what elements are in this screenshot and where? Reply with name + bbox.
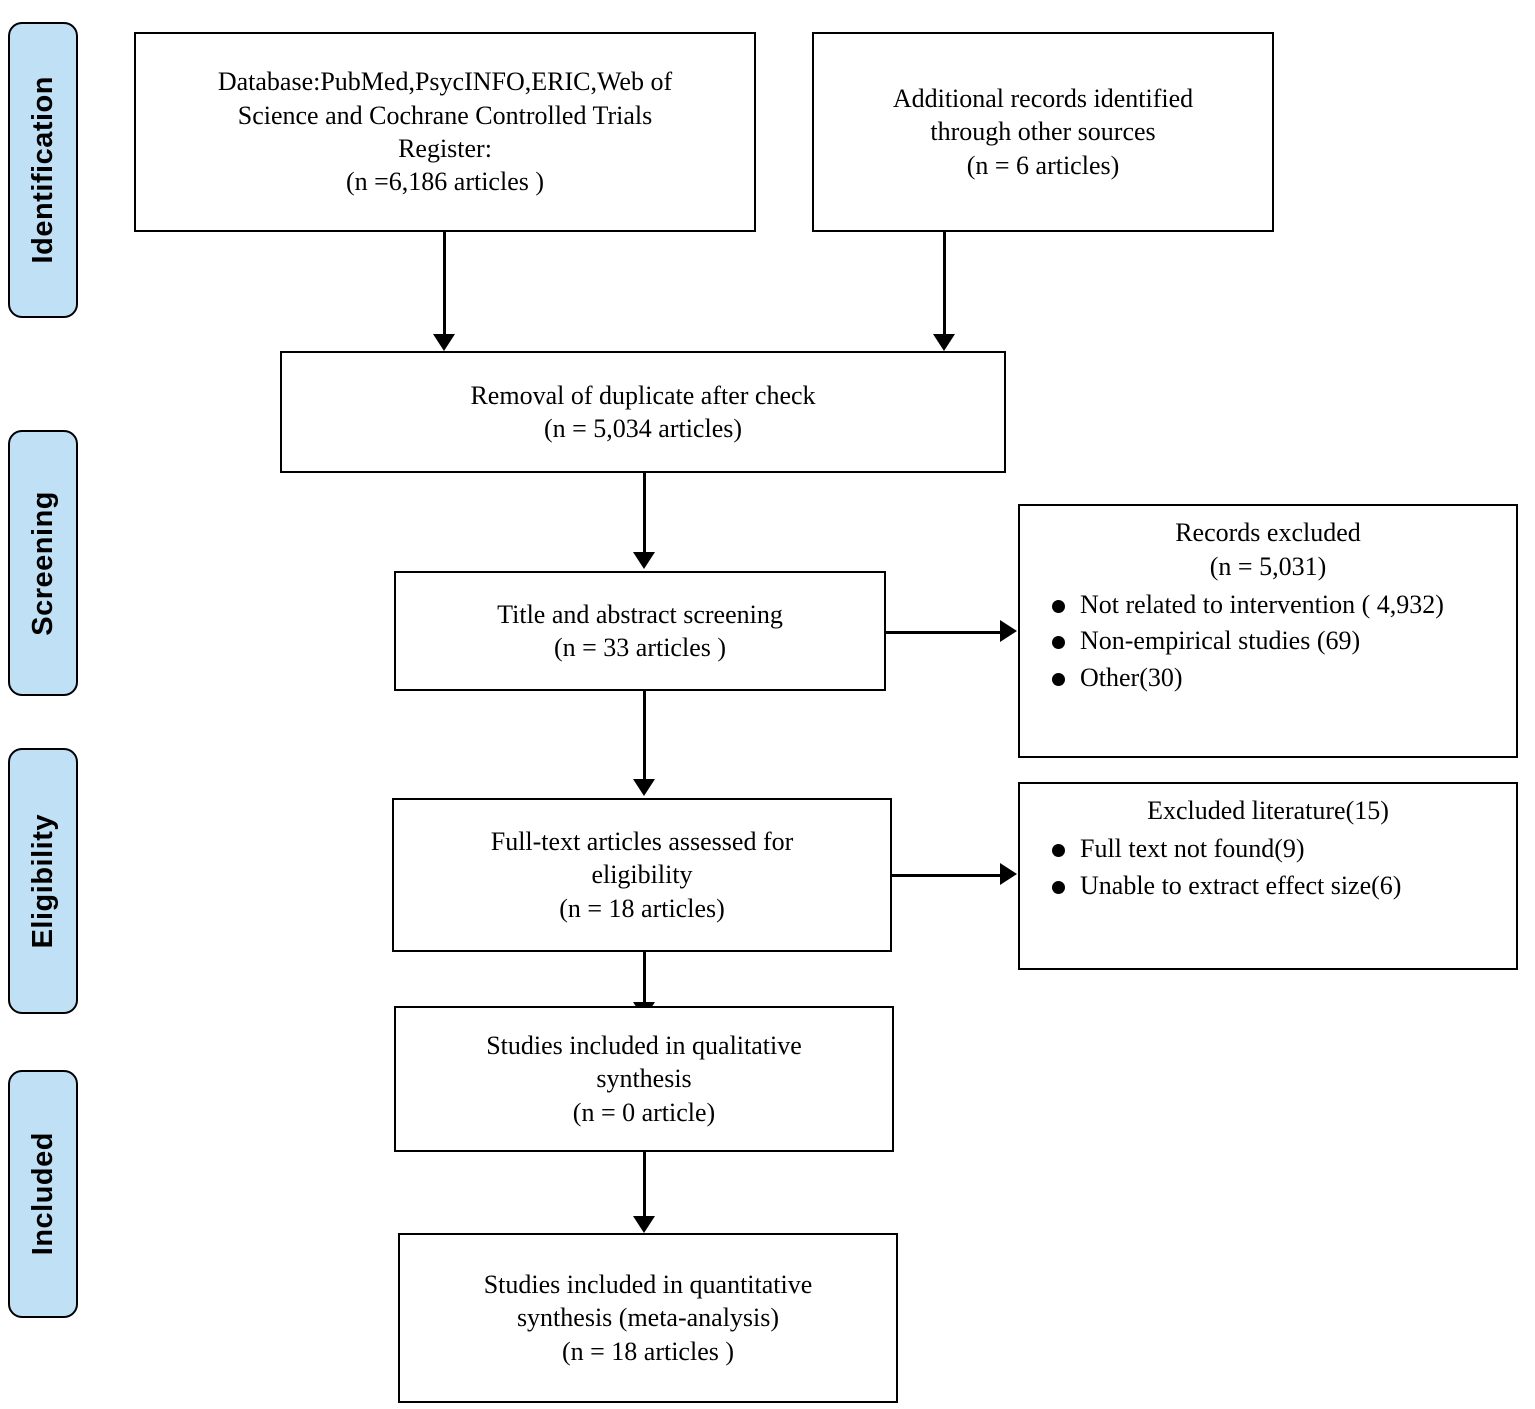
stage-eligibility-label: Eligibility [26,813,59,949]
connector-duplicates-to-screening [643,473,646,554]
connector-screening-to-fulltext [643,691,646,781]
box-additional-records-line-2: through other sources [930,117,1156,147]
connector-fulltext-to-qualitative [643,952,646,1004]
box-additional-records-line-3: (n = 6 articles) [966,150,1120,180]
stage-eligibility [8,748,78,1014]
box-additional-records-line-1: Additional records identified [892,84,1194,114]
arrowhead-fulltext-to-excluded-literature [1000,863,1017,885]
box-fulltext-assessed [392,798,892,952]
box-database-records [134,32,756,232]
stage-included [8,1070,78,1318]
box-duplicate-removal-line-1: Removal of duplicate after check [470,380,816,410]
box-fulltext-assessed-line-1: Full-text articles assessed for [490,827,794,857]
arrowhead-screening-to-records-excluded [1000,620,1017,642]
stage-identification [8,22,78,318]
box-title-abstract-screening-line-1: Title and abstract screening [497,599,783,629]
box-records-excluded-head-2: (n = 5,031) [1209,551,1327,581]
box-database-records-line-2: Science and Cochrane Controlled Trials [237,100,653,130]
box-title-abstract-screening [394,571,886,691]
box-records-excluded-head-1: Records excluded [1175,518,1361,547]
stage-identification-label: Identification [26,76,59,264]
stage-included-label: Included [26,1132,59,1256]
box-database-records-line-4: (n =6,186 articles ) [345,167,545,197]
box-quantitative-synthesis-line-3: (n = 18 articles ) [561,1336,735,1366]
arrowhead-duplicates-to-screening [633,552,655,569]
box-duplicate-removal [280,351,1006,473]
box-fulltext-assessed-line-3: (n = 18 articles) [559,893,725,923]
box-database-records-line-1: Database:PubMed,PsycINFO,ERIC,Web of [217,67,673,97]
arrowhead-additional-to-duplicates [933,334,955,351]
box-database-records-line-3: Register: [398,134,492,163]
arrowhead-qualitative-to-quantitative [633,1216,655,1233]
box-qualitative-synthesis [394,1006,894,1152]
box-quantitative-synthesis-line-1: Studies included in quantitative [483,1270,813,1300]
box-records-excluded [1018,504,1518,758]
connector-additional-to-duplicates [943,232,946,336]
box-excluded-literature [1018,782,1518,970]
excluded-literature-item: Full text not found(9) [1080,832,1502,866]
box-quantitative-synthesis [398,1233,898,1403]
arrowhead-screening-to-fulltext [633,779,655,796]
box-excluded-literature-head-1: Excluded literature(15) [1147,796,1389,825]
connector-screening-to-records-excluded [886,631,1001,634]
records-excluded-item: Other(30) [1080,661,1502,695]
box-qualitative-synthesis-line-1: Studies included in qualitative [486,1031,802,1061]
box-title-abstract-screening-line-2: (n = 33 articles ) [553,633,727,662]
box-duplicate-removal-line-2: (n = 5,034 articles) [543,414,743,443]
excluded-literature-item: Unable to extract effect size(6) [1080,869,1502,903]
box-quantitative-synthesis-line-2: synthesis (meta-analysis) [516,1303,780,1333]
connector-fulltext-to-excluded-literature [892,874,1002,877]
box-qualitative-synthesis-line-2: synthesis [596,1064,692,1094]
records-excluded-item: Non-empirical studies (69) [1080,624,1502,658]
records-excluded-item: Not related to intervention ( 4,932) [1080,588,1502,622]
box-additional-records [812,32,1274,232]
connector-qualitative-to-quantitative [643,1152,646,1218]
stage-screening-label: Screening [26,490,59,636]
stage-screening [8,430,78,696]
box-fulltext-assessed-line-2: eligibility [591,860,693,890]
box-qualitative-synthesis-line-3: (n = 0 article) [572,1097,716,1127]
arrowhead-databases-to-duplicates [433,334,455,351]
connector-databases-to-duplicates [443,232,446,336]
